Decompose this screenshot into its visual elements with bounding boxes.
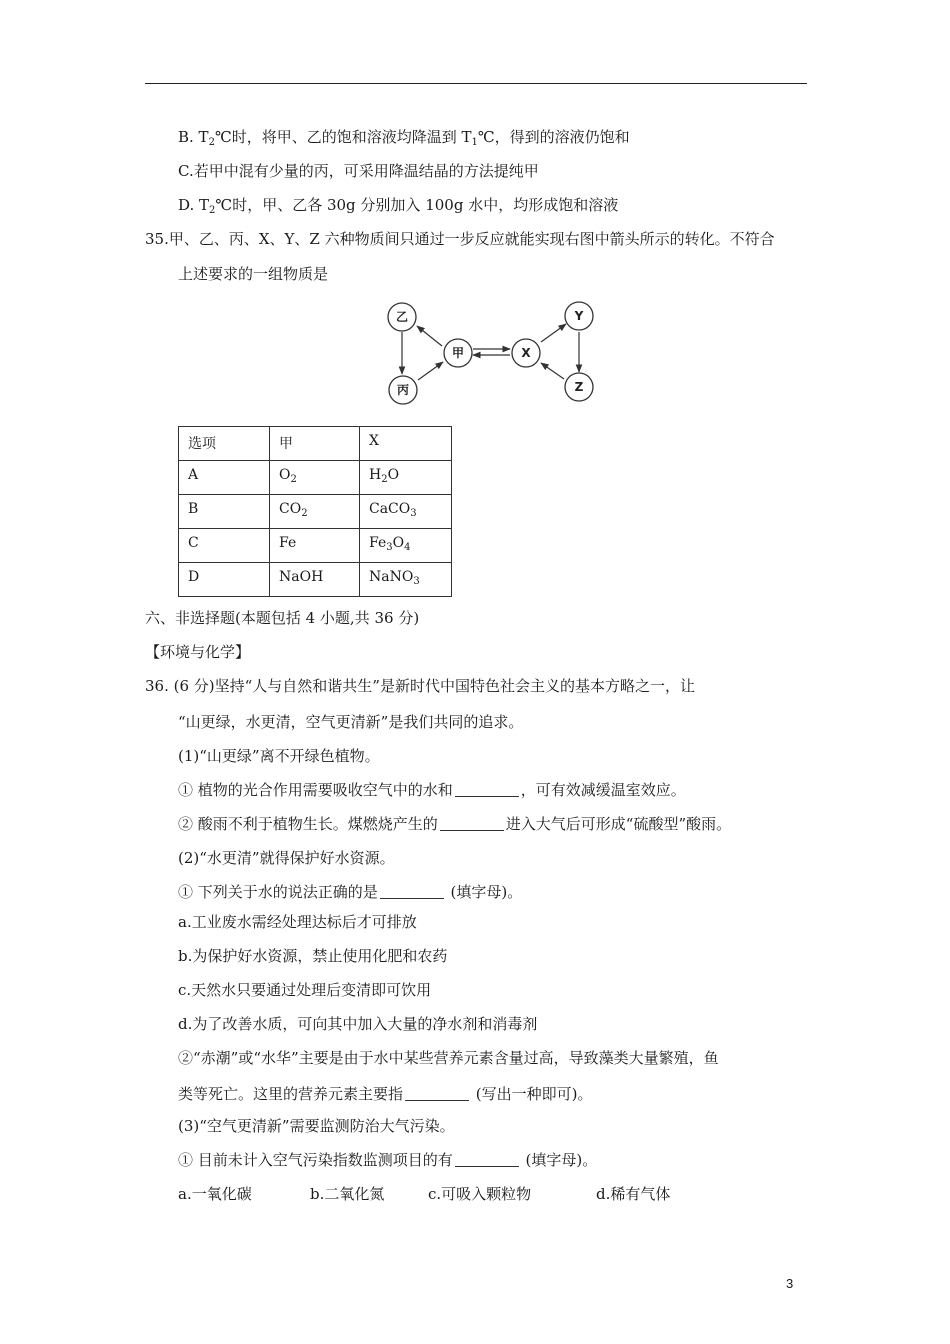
q36-part2-option-b: b.为保护好水资源，禁止使用化肥和农药	[178, 947, 448, 965]
option-b: B. $T_2℃$时，将甲、乙的饱和溶液均降温到 $T_1℃$，得到的溶液仍饱和	[178, 128, 630, 148]
q36-part3-option-b: b.二氧化氮	[310, 1185, 385, 1203]
options-table	[178, 426, 452, 597]
page-number: 3	[786, 1276, 794, 1291]
answer-blank[interactable]	[405, 1086, 469, 1101]
q36-part1-title: (1)“山更绿”离不开绿色植物。	[178, 747, 380, 765]
q36-stem-line1: 36. (6 分)坚持“人与自然和谐共生”是新时代中国特色社会主义的基本方略之一，让	[145, 677, 695, 695]
q36-stem-line2: “山更绿，水更清，空气更清新”是我们共同的追求。	[178, 713, 524, 731]
q36-part2-option-c: c.天然水只要通过处理后变清即可饮用	[178, 981, 432, 999]
row-jia: $CO_2$	[270, 495, 360, 529]
node-x: X	[521, 346, 531, 360]
row-jia: $O_2$	[270, 461, 360, 495]
node-yi: 乙	[395, 310, 409, 324]
arrow-bing-to-jia	[418, 362, 443, 380]
q36-part3-title: (3)“空气更清新”需要监测防治大气污染。	[178, 1117, 455, 1135]
node-y: Y	[574, 309, 584, 323]
node-z: Z	[574, 380, 584, 394]
table-header-row	[179, 427, 452, 461]
answer-blank[interactable]	[455, 782, 519, 797]
q35-stem-line1: 35.甲、乙、丙、X、Y、Z 六种物质间只通过一步反应就能实现右图中箭头所示的转化。不符合	[145, 230, 775, 248]
option-c: C.若甲中混有少量的丙，可采用降温结晶的方法提纯甲	[178, 162, 539, 180]
transformation-diagram	[378, 296, 608, 408]
q36-part3-option-d: d.稀有气体	[596, 1185, 671, 1203]
q36-part3-q1: ① 目前未计入空气污染指数监测项目的有 (填字母)。	[178, 1151, 598, 1169]
section-title: 六、非选择题(本题包括 4 小题,共 36 分)	[145, 609, 420, 627]
header-x: X	[360, 427, 452, 461]
header-jia: 甲	[270, 427, 360, 461]
header-rule	[145, 83, 807, 84]
answer-blank[interactable]	[455, 1152, 519, 1167]
option-d: D. $T_2℃$时，甲、乙各 30g 分别加入 100g 水中，均形成饱和溶液	[178, 196, 619, 216]
row-option: A	[179, 461, 270, 495]
q36-part2-q1: ① 下列关于水的说法正确的是 (填字母)。	[178, 883, 523, 901]
q36-part3-option-a: a.一氧化碳	[178, 1185, 252, 1203]
q36-part3-option-c: c.可吸入颗粒物	[428, 1185, 532, 1203]
q36-part2-option-a: a.工业废水需经处理达标后才可排放	[178, 913, 417, 931]
q35-stem-line2: 上述要求的一组物质是	[178, 265, 329, 283]
arrow-jia-to-yi	[417, 326, 442, 346]
section-topic: 【环境与化学】	[145, 643, 251, 661]
row-jia: NaOH	[270, 563, 360, 597]
arrow-z-to-x	[541, 363, 564, 379]
row-x: $Fe_3O_4$	[360, 529, 452, 563]
row-option: C	[179, 529, 270, 563]
node-bing: 丙	[396, 383, 410, 397]
row-option: B	[179, 495, 270, 529]
answer-blank[interactable]	[380, 884, 444, 899]
q36-part2-title: (2)“水更清”就得保护好水资源。	[178, 849, 395, 867]
table-row	[179, 461, 452, 495]
row-x: $H_2O$	[360, 461, 452, 495]
q36-part1-q2: ② 酸雨不利于植物生长。煤燃烧产生的 进入大气后可形成“硫酸型”酸雨。	[178, 815, 732, 833]
row-x: NaNO$_3$	[360, 563, 452, 597]
header-option: 选项	[179, 427, 270, 461]
table-row	[179, 495, 452, 529]
q36-part2-q2-line2: 类等死亡。这里的营养元素主要指 (写出一种即可)。	[178, 1085, 593, 1103]
table-row	[179, 529, 452, 563]
row-jia: Fe	[270, 529, 360, 563]
arrow-x-to-y	[541, 324, 566, 342]
table-row	[179, 563, 452, 597]
row-option: D	[179, 563, 270, 597]
row-x: CaCO$_3$	[360, 495, 452, 529]
node-jia: 甲	[451, 346, 465, 360]
q36-part2-option-d: d.为了改善水质，可向其中加入大量的净水剂和消毒剂	[178, 1015, 538, 1033]
answer-blank[interactable]	[440, 816, 504, 831]
q36-part1-q1: ① 植物的光合作用需要吸收空气中的水和 ，可有效减缓温室效应。	[178, 781, 686, 799]
q36-part2-q2-line1: ②“赤潮”或“水华”主要是由于水中某些营养元素含量过高，导致藻类大量繁殖，鱼	[178, 1049, 719, 1067]
